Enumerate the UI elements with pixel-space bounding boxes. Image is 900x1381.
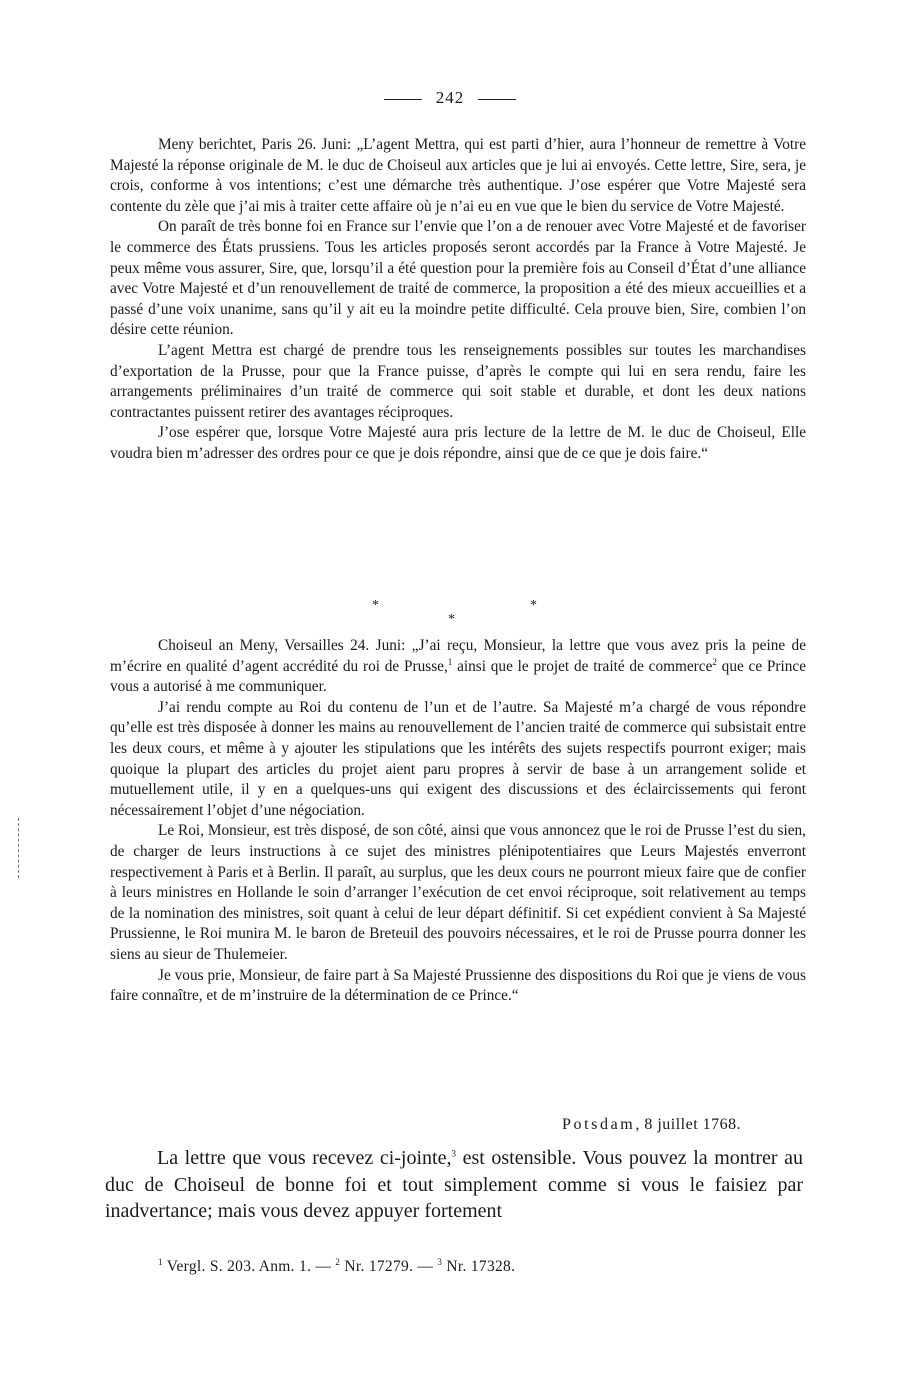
footnote-mark-3: 3 xyxy=(437,1256,443,1267)
page-header xyxy=(0,88,900,108)
footnote-text-1: Vergl. S. 203. Anm. 1. — xyxy=(162,1258,336,1275)
meny-paragraph-2: On paraît de très bonne foi en France sur l’envie que l’on a de renouer avec Votre Majesté et de favoriser le commerce des États prussiens. Tous les articles proposés seront accordés par la France à Votre Majesté. Je peux même vous assurer, Sire, que, lorsqu’il a été question pour la première fois au Conseil d’État d’une alliance avec Votre Majesté et d’un renouvellement de traité de commerce, la proposition a été des mieux accueillies et a passé d’une voix unanime, sans qu’il y ait eu la moindre petite difficulté. Cela prouve bien, Sire, combien l’on désire cette réunion. xyxy=(110,218,806,339)
choiseul-paragraph-3: Le Roi, Monsieur, est très disposé, de son côté, ainsi que vous annoncez que le roi de Prusse l’est du sien, de charger de leurs instructions à ce sujet des ministres plénipotentiaires que Leurs Majestés enverront respectivement à Paris et à Berlin. Il paraît, au surplus, que les deux cours ne pourront mieux faire que de confier à leurs ministres en Hollande le soin d’arranger l’exécution de cet envoi réciproque, soit relativement au temps de la nomination des ministres, soit quant à celui de leur départ définitif. Si cet expédient convient à Sa Majesté Prussienne, le Roi munira M. le baron de Breteuil des pouvoirs nécessaires, et le roi de Prusse pourra donner les siens au sieur de Thulemeier. xyxy=(110,822,806,963)
meny-paragraph-4: J’ose espérer que, lorsque Votre Majesté aura pris lecture de la lettre de M. le duc de Choiseul, Elle voudra bien m’adresser des ordres pour ce que je dois répondre, ainsi que de ce que je dois faire.“ xyxy=(110,424,806,462)
asterisk-center: * xyxy=(448,612,455,627)
dateline-date: , 8 juillet 1768. xyxy=(635,1116,742,1133)
footnotes xyxy=(158,1258,515,1276)
king-letter-a: La lettre que vous recevez ci-jointe, xyxy=(157,1147,452,1169)
footnote-ref-2: 2 xyxy=(712,656,717,667)
king-letter xyxy=(105,1145,803,1225)
header-rule-right xyxy=(478,99,516,100)
choiseul-p1-c: que ce Prince vous a autorisé à me communiquer. xyxy=(110,657,807,696)
choiseul-paragraph-1 xyxy=(110,636,806,698)
dateline xyxy=(562,1116,741,1134)
footnote-ref-1: 1 xyxy=(447,656,453,667)
king-letter-paragraph xyxy=(105,1145,803,1225)
footnote-text-3: Nr. 17328. xyxy=(442,1258,516,1275)
margin-mark xyxy=(18,818,19,878)
asterisk-left: * xyxy=(372,598,379,613)
choiseul-paragraph-2: J’ai rendu compte au Roi du contenu de l’un et de l’autre. Sa Majesté m’a chargé de vous répondre qu’elle est très disposée à donner les mains au renouvellement de l’ancien traité de commerce qui subsistait entre les deux cours, et même à y ajouter les stipulations que les intérêts des sujets respectifs pourront exiger; mais quoique la plupart des articles du projet aient paru propres à servir de base à un arrangement solide et mutuellement utile, il y en a quelques-uns qui exigent des discussions et des éclaircissements qui feront nécessairement l’objet d’une négociation. xyxy=(110,698,806,819)
footnote-ref-3: 3 xyxy=(451,1148,456,1159)
meny-paragraph-1: Meny berichtet, Paris 26. Juni: „L’agent Mettra, qui est parti d’hier, aura l’honneur de remettre à Votre Majesté la réponse originale de M. le duc de Choiseul aux articles que je lui ai envoyés. Cette lettre, Sire, sera, je crois, conforme à vos intentions; c’est une démarche très authentique. J’ose espérer que Votre Majesté sera contente du zèle que j’ai mis à traiter cette affaire où je n’ai eu en vue que le bien du service de Votre Majesté. xyxy=(110,136,806,215)
footnote-mark-2: 2 xyxy=(335,1256,341,1267)
meny-report xyxy=(110,135,806,465)
footnote-text-2: Nr. 17279. — xyxy=(340,1258,438,1275)
dateline-place: Potsdam xyxy=(562,1116,636,1133)
asterisk-right: * xyxy=(530,598,537,613)
king-letter-b: est ostensible. Vous pouvez la montrer au duc de Choiseul de bonne foi et tout simplement comme si vous le faisiez par inadvertance; mais vous devez appuyer fortement xyxy=(105,1147,803,1222)
choiseul-p1-b: ainsi que le projet de traité de commerce xyxy=(452,657,713,675)
page-number: 242 xyxy=(435,88,465,107)
header-rule-left xyxy=(384,99,422,100)
choiseul-paragraph-4: Je vous prie, Monsieur, de faire part à Sa Majesté Prussienne des dispositions du Roi que je viens de vous faire connaître, et de m’instruire de la détermination de ce Prince.“ xyxy=(110,966,806,1005)
footnote-mark-1: 1 xyxy=(158,1256,163,1267)
meny-paragraph-3: L’agent Mettra est chargé de prendre tous les renseignements possibles sur toutes les marchandises d’exportation de la Prusse, pour que la France puisse, d’après le compte qui lui en sera rendu, faire les arrangements préliminaires d’un traité de commerce qui soit stable et durable, et dont les deux nations contractantes puissent retirer des avantages réciproques. xyxy=(110,341,806,421)
asterism xyxy=(0,598,900,628)
choiseul-p1-a: Choiseul an Meny, Versailles 24. Juni: „J’ai reçu, Monsieur, la lettre que vous avez pris la peine de m’écrire en qualité d’agent accrédité du roi de Prusse, xyxy=(110,637,806,675)
choiseul-letter xyxy=(110,636,806,1007)
